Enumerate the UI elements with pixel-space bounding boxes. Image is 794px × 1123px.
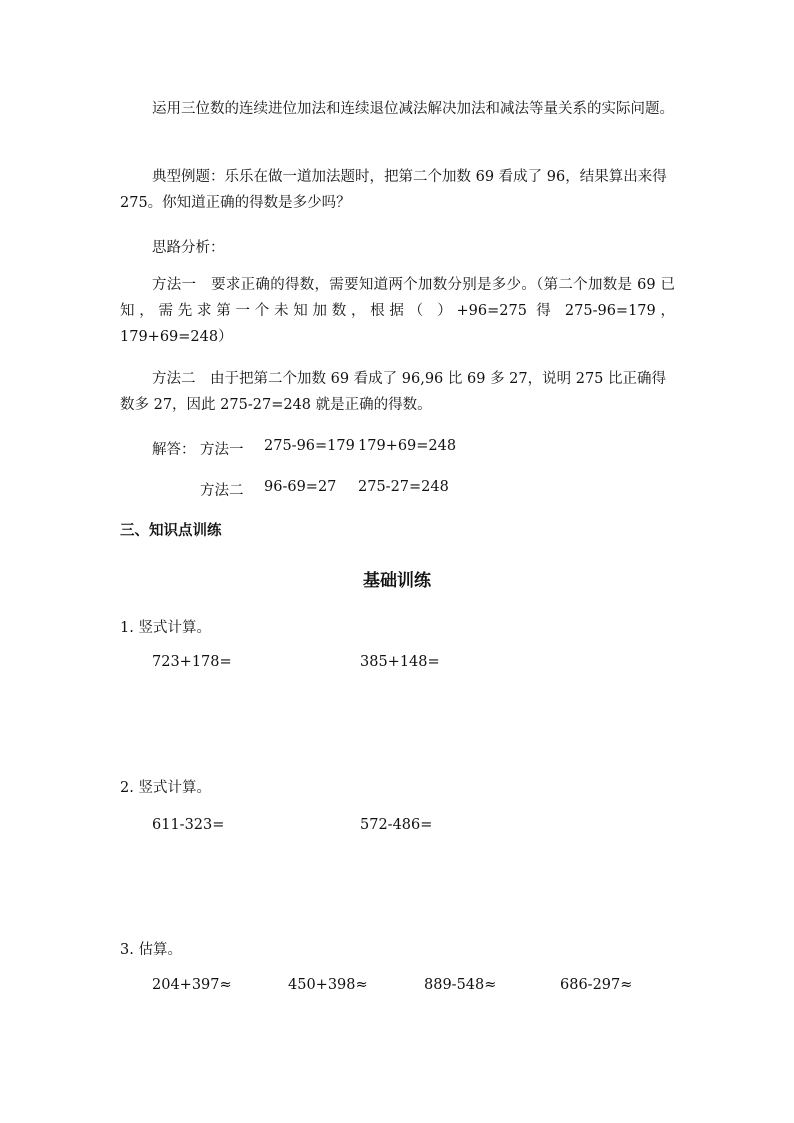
basic-training-title: 基础训练	[363, 571, 431, 591]
problem-1-item-1: 723+178=	[152, 654, 232, 670]
problem-2-title: 2. 竖式计算。	[120, 780, 211, 796]
problem-3-item-2: 450+398≈	[288, 977, 368, 993]
answer-label: 解答：	[152, 442, 196, 458]
intro-paragraph	[120, 96, 675, 122]
method2-paragraph	[120, 366, 675, 418]
problem-3-item-1: 204+397≈	[152, 977, 232, 993]
example-text: 典型例题：乐乐在做一道加法题时，把第二个加数 69 看成了 96，结果算出来得 275。你知道正确的得数是多少吗？	[120, 169, 667, 211]
answer-row1-eq2: 179+69=248	[358, 438, 457, 454]
analysis-label: 思路分析：	[152, 240, 225, 256]
problem-3-title: 3. 估算。	[120, 942, 182, 958]
answer-row2-eq1: 96-69=27	[264, 479, 337, 495]
method1-paragraph	[120, 272, 675, 350]
problem-3-item-3: 889-548≈	[424, 977, 497, 993]
answer-row1-name: 方法一	[200, 442, 244, 458]
method2-text: 方法二 由于把第二个加数 69 看成了 96,96 比 69 多 27，说明 275 比正确得数多 27，因此 275-27=248 就是正确的得数。	[120, 371, 667, 413]
answer-row2-name: 方法二	[200, 483, 244, 499]
problem-2-item-2: 572-486=	[360, 817, 433, 833]
method1-text: 方法一 要求正确的得数，需要知道两个加数分别是多少。（第二个加数是 69 已知，需先求第一个未知加数，根据（ ）+96=275 得 275-96=179，179+69=248）	[120, 277, 675, 345]
intro-text: 运用三位数的连续进位加法和连续退位减法解决加法和减法等量关系的实际问题。	[152, 101, 674, 117]
problem-3-item-4: 686-297≈	[560, 977, 633, 993]
answer-row1-eq1: 275-96=179	[264, 438, 355, 454]
problem-2-item-1: 611-323=	[152, 817, 225, 833]
example-paragraph	[120, 164, 675, 216]
problem-1-title: 1. 竖式计算。	[120, 620, 211, 636]
problem-1-item-2: 385+148=	[360, 654, 440, 670]
answer-row2-eq2: 275-27=248	[358, 479, 449, 495]
section-title: 三、知识点训练	[120, 522, 222, 539]
